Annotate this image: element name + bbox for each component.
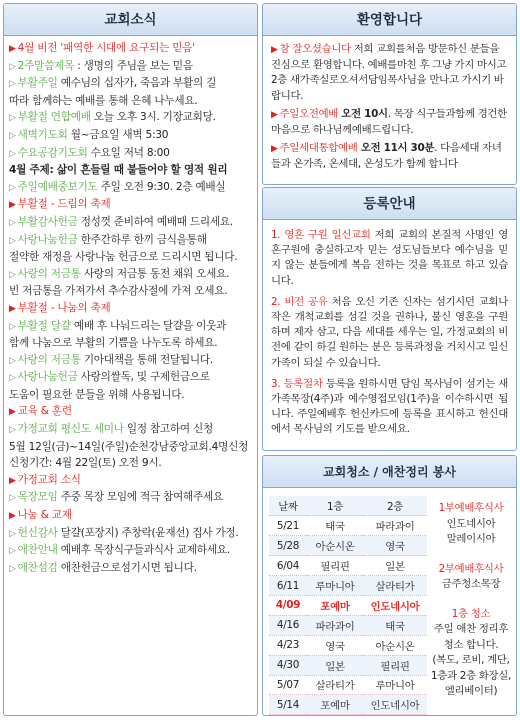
welcome-paragraph-3 — [271, 141, 508, 172]
welcome-label-2: 주일오전예배 — [279, 107, 339, 120]
floor2-cell: 아순시온 — [363, 635, 427, 655]
cleaning-note-line: 엘리베이터) — [444, 685, 498, 697]
cleaning-panel — [262, 455, 517, 716]
meal-block-2 — [430, 562, 512, 593]
table-row — [269, 615, 427, 635]
outline-triangle-icon: ▷ — [9, 373, 16, 384]
news-item-text: 주중 목장 모임에 적극 참여해주세요 — [57, 491, 223, 504]
date-cell: 5/28 — [269, 536, 307, 556]
news-item-text: 신청기간: 4월 22일(토) 오전 9시. — [9, 457, 162, 470]
outline-triangle-icon: ▷ — [9, 493, 16, 504]
column-header: 날짜 — [269, 496, 307, 516]
news-item — [9, 214, 253, 232]
floor1-cell: 영국 — [307, 635, 363, 655]
welcome-paragraph-1 — [271, 42, 508, 104]
floor1-cell: 필리핀 — [307, 556, 363, 576]
floor2-cell: 인도네시아 — [363, 695, 427, 715]
news-item-label: 목장모임 — [17, 491, 58, 504]
news-panel — [3, 3, 258, 716]
news-item-text: 월~금요일 새벽 5:30 — [67, 128, 169, 141]
column-header: 1층 — [307, 496, 363, 516]
outline-triangle-icon: ▷ — [9, 130, 16, 141]
cleaning-note-line: 주일 애찬 정리후 — [433, 623, 509, 635]
floor2-cell: 파라과이 — [363, 516, 427, 536]
register-text-2: 처음 오신 기존 신자는 섬기시던 교회나 작은 개척교회를 섬길 것을 권하나, 불신 영혼을 구원하며 제자 삼고, 다음 세대를 세우는 일, 가정교회의 비전에 같이 하길 원하는 분은 등록과정을 거치시고 일신 가족이 되실 수 있습니다. — [271, 295, 508, 369]
table-row — [269, 516, 427, 536]
news-item-label: 가정교회 평신도 세미나 — [17, 423, 124, 436]
news-item-text: 정성껏 준비하여 예배때 드리세요. — [77, 215, 233, 228]
red-triangle-icon: ▶ — [271, 45, 278, 55]
red-triangle-icon: ▶ — [9, 511, 16, 522]
news-item — [9, 109, 253, 127]
welcome-label-1: 참 잘오셨습니다 — [279, 43, 351, 55]
floor2-cell: 인도네시아 — [363, 595, 427, 615]
news-item-text: 따라 함께하는 예배를 통해 은혜 나누세요. — [9, 94, 198, 107]
floor1-cell: 포예마 — [307, 695, 363, 715]
outline-triangle-icon: ▷ — [9, 563, 16, 574]
red-triangle-icon: ▶ — [9, 475, 16, 486]
register-label-1: 1. 영혼 구원 일신교회 — [271, 229, 371, 241]
news-item-label: 사랑의 저금통 — [17, 353, 81, 366]
welcome-time-2: 오전 10시 — [338, 107, 388, 120]
outline-triangle-icon: ▷ — [9, 235, 16, 246]
meal-line: 인도네시아 — [446, 517, 496, 530]
news-item-label: 수요공감기도회 — [17, 146, 88, 159]
red-triangle-icon: ▶ — [271, 109, 278, 120]
red-triangle-icon: ▶ — [9, 200, 16, 211]
red-triangle-icon: ▶ — [9, 44, 16, 54]
register-text-3: 등록을 원하시면 담임 목사님이 섬기는 새가족목장(4주)과 예수영접모임(1주)을 이수하시면 됩니다. 주일예배후 헌신카드에 등록을 표시하고 헌신대에서 목사님의 기도를 받으세요. — [271, 377, 508, 436]
news-continuation-line — [9, 249, 253, 266]
news-continuation-line — [9, 335, 253, 352]
news-item-label: 사랑나눔헌금 — [17, 233, 78, 246]
news-item-text: 수요일 저녁 8:00 — [87, 146, 170, 159]
news-item — [9, 75, 253, 93]
news-item-text: 애찬헌금으로섬기시면 됩니다. — [57, 561, 197, 574]
floor1-cell: 루마니아 — [307, 576, 363, 596]
floor2-cell: 태국 — [363, 615, 427, 635]
floor1-cell: 파라과이 — [307, 615, 363, 635]
news-item-text: 절약한 재정을 사랑나눔 헌금으로 드리시면 됩니다. — [9, 251, 238, 264]
date-cell: 4/16 — [269, 615, 307, 635]
section-label: 부활절 - 나눔의 축제 — [17, 301, 111, 314]
news-list — [4, 36, 257, 577]
news-item — [9, 560, 253, 578]
register-title: 등록안내 — [263, 188, 516, 220]
news-title: 교회소식 — [4, 4, 257, 36]
news-item-text: 오늘 오후 3시. 기장교회당. — [90, 111, 216, 124]
section-label: 부활절 - 드림의 축제 — [17, 198, 111, 211]
floor2-cell: 살라티가 — [363, 576, 427, 596]
floor2-cell: 일본 — [363, 556, 427, 576]
welcome-panel — [262, 3, 517, 185]
table-row — [269, 595, 427, 615]
table-row — [269, 635, 427, 655]
date-cell: 6/11 — [269, 576, 307, 596]
news-item — [9, 145, 253, 163]
register-paragraph-1 — [271, 228, 508, 289]
table-row — [269, 576, 427, 596]
news-item — [9, 525, 253, 543]
news-item-text: 사랑의쌀독, 및 구제헌금으로 — [77, 371, 210, 384]
floor2-cell: 영국 — [363, 536, 427, 556]
cleaning-note-line: 1층과 2층 화장실, — [430, 669, 512, 682]
welcome-label-3: 주일세대통합예배 — [279, 142, 358, 155]
welcome-paragraph-2 — [271, 107, 508, 138]
meal-title-2: 2부예배후식사 — [438, 562, 504, 575]
news-item-label: 헌신감사 — [17, 526, 58, 539]
outline-triangle-icon: ▷ — [9, 61, 16, 72]
news-item-text: 사랑의 저금통 동전 채워 오세요. — [80, 267, 230, 280]
floor1-cell: 태국 — [307, 516, 363, 536]
news-highlight-line — [9, 162, 253, 179]
news-item-label: 사랑의 저금통 — [17, 267, 81, 280]
red-triangle-icon: ▶ — [271, 144, 278, 155]
news-continuation-line — [9, 439, 253, 456]
news-item-text: 5월 12일(금)~14일(주일)순천강남중앙교회.4명신청 — [9, 440, 249, 453]
floor1-cell: 아순시온 — [307, 536, 363, 556]
meal-line: 금주청소목장 — [441, 578, 501, 590]
news-item — [9, 266, 253, 284]
welcome-text-2: . 목장 식구들과함께 경건한 마음으로 하나님께예배드립니다. — [271, 107, 507, 137]
news-item — [9, 352, 253, 370]
news-continuation-line — [9, 455, 253, 472]
table-row — [269, 675, 427, 695]
register-label-2: 2. 비전 공유 — [271, 295, 328, 308]
floor2-cell: 루마니아 — [363, 675, 427, 695]
outline-triangle-icon: ▷ — [9, 546, 16, 557]
welcome-text-3: . 다음세대 자녀들과 온가족, 온세대, 온성도가 함께 합니다 — [271, 142, 502, 171]
news-item-text: 기아대책을 통해 전달됩니다. — [80, 353, 213, 366]
news-item — [9, 369, 253, 387]
date-cell: 4/23 — [269, 635, 307, 655]
outline-triangle-icon: ▷ — [9, 79, 16, 90]
floor1-cell: 살라티가 — [307, 675, 363, 695]
meal-title-1: 1부예배후식사 — [438, 502, 504, 514]
cleaning-note-line: (복도, 로비, 계단, — [432, 654, 510, 666]
news-item-label: 사랑나눔헌금 — [17, 371, 78, 384]
news-item-text: 한주간하루 한끼 금식을통해 — [77, 233, 207, 246]
news-item — [9, 318, 253, 336]
table-row — [269, 655, 427, 675]
outline-triangle-icon: ▷ — [9, 182, 16, 193]
meal-block-3 — [430, 607, 512, 700]
news-item-text: 예배 후 나눠드리는 달걀을 이웃과 — [70, 319, 227, 332]
news-bold-text: 4월 주제: 삶이 흔들릴 때 붙들어야 할 영적 원리 — [9, 164, 228, 177]
register-text-1: 저희 교회의 본질적 사명인 영혼구원에 충실하고자 믿는 성도님들보다 예수님을 믿지 않는 분들에게 복음 전하는 것을 목표로 하고 있습니다. — [271, 229, 508, 287]
welcome-text-1: 저희 교회를처음 방문하신 분들을 진심으로 환영합니다. 예배를마친 후 그냥 가지 마시고 2층 새가족실로오셔서담임목사님을 만나고 가시기 바랍니다. — [271, 43, 507, 102]
red-triangle-icon: ▶ — [9, 303, 16, 314]
date-cell: 5/21 — [269, 516, 307, 536]
section-label: 4월 비전 '패역한 시대에 요구되는 믿음' — [17, 42, 195, 54]
outline-triangle-icon: ▷ — [9, 425, 16, 436]
cleaning-title: 교회청소 / 애찬정리 봉사 — [263, 456, 516, 488]
outline-triangle-icon: ▷ — [9, 321, 16, 332]
cleaning-note-title: 1층 청소 — [451, 607, 491, 620]
news-continuation-line — [9, 93, 253, 110]
date-cell: 5/07 — [269, 675, 307, 695]
meal-line: 말레이시아 — [446, 533, 496, 545]
cleaning-note-line: 청소 합니다. — [443, 638, 499, 651]
date-cell: 4/09 — [269, 595, 307, 615]
news-item-label: 애찬안내 — [17, 544, 58, 557]
news-item-label: 부활감사헌금 — [17, 215, 78, 228]
register-label-3: 3. 등록절차 — [271, 377, 323, 390]
table-row — [269, 695, 427, 715]
table-header-row — [269, 496, 427, 516]
floor1-cell: 포예마 — [307, 595, 363, 615]
news-item-label: 2주말씀제목 — [17, 59, 75, 72]
news-item — [9, 179, 253, 197]
news-item-text: 달걀(포장지) 주창락(윤재선) 집사 가정. — [57, 526, 239, 539]
news-item-text: 도움이 필요한 분들을 위해 사용됩니다. — [9, 388, 185, 401]
date-cell: 6/04 — [269, 556, 307, 576]
news-item-text: 예배후 목장식구들과식사 교제하세요. — [57, 544, 230, 557]
table-row — [269, 556, 427, 576]
welcome-time-3: 오전 11시 30분 — [357, 142, 435, 155]
news-item-text: 일정 참고하여 신청 — [123, 423, 213, 436]
news-item — [9, 232, 253, 250]
outline-triangle-icon: ▷ — [9, 355, 16, 366]
news-item — [9, 421, 253, 439]
section-label: 가정교회 소식 — [17, 473, 81, 486]
news-item-label: 부활절 연합예배 — [17, 111, 91, 124]
news-item-label: 새벽기도회 — [17, 128, 68, 141]
news-item-label: 주일예배중보기도 — [17, 180, 98, 193]
news-item-label: 애찬섬김 — [17, 561, 58, 574]
register-paragraph-3 — [271, 377, 508, 438]
register-panel — [262, 187, 517, 451]
news-item — [9, 542, 253, 560]
floor1-cell: 일본 — [307, 655, 363, 675]
meal-schedule — [430, 501, 512, 700]
cleaning-table — [269, 496, 427, 715]
news-section-heading — [9, 403, 253, 421]
column-header: 2층 — [363, 496, 427, 516]
meal-block-1 — [430, 501, 512, 548]
news-continuation-line — [9, 387, 253, 404]
section-label: 나눔 & 교제 — [17, 509, 72, 522]
outline-triangle-icon: ▷ — [9, 148, 16, 159]
outline-triangle-icon: ▷ — [9, 269, 16, 280]
news-item-text: 빈 저금통을 가져가서 추수감사절에 가져 오세요. — [9, 285, 228, 298]
news-item-text: 함께 나눔으로 부활의 기쁨을 나누도록 하세요. — [9, 337, 218, 350]
table-row — [269, 536, 427, 556]
news-section-heading — [9, 40, 253, 58]
news-section-heading — [9, 300, 253, 318]
outline-triangle-icon: ▷ — [9, 113, 16, 124]
news-item-text: 주일 오전 9:30. 2층 예배실 — [97, 180, 226, 193]
news-item-label: 부활절 달걀 — [17, 319, 71, 332]
section-label: 교육 & 훈련 — [17, 405, 72, 418]
date-cell: 5/14 — [269, 695, 307, 715]
welcome-title: 환영합니다 — [263, 4, 516, 36]
register-paragraph-2 — [271, 295, 508, 371]
news-item-label: 부활주일 — [17, 77, 58, 90]
news-item — [9, 489, 253, 507]
floor2-cell: 필리핀 — [363, 655, 427, 675]
news-item-text: 예수님의 십자가, 죽음과 부활의 길 — [57, 77, 217, 90]
news-item-text: : 생명의 주님을 보는 믿음 — [74, 59, 193, 72]
news-item — [9, 58, 253, 76]
red-triangle-icon: ▶ — [9, 407, 16, 418]
news-section-heading — [9, 507, 253, 525]
register-body — [263, 220, 516, 451]
outline-triangle-icon: ▷ — [9, 528, 16, 539]
outline-triangle-icon: ▷ — [9, 217, 16, 228]
welcome-body — [263, 36, 516, 182]
date-cell: 4/30 — [269, 655, 307, 675]
news-section-heading — [9, 196, 253, 214]
news-section-heading — [9, 472, 253, 490]
news-item — [9, 127, 253, 145]
news-continuation-line — [9, 283, 253, 300]
